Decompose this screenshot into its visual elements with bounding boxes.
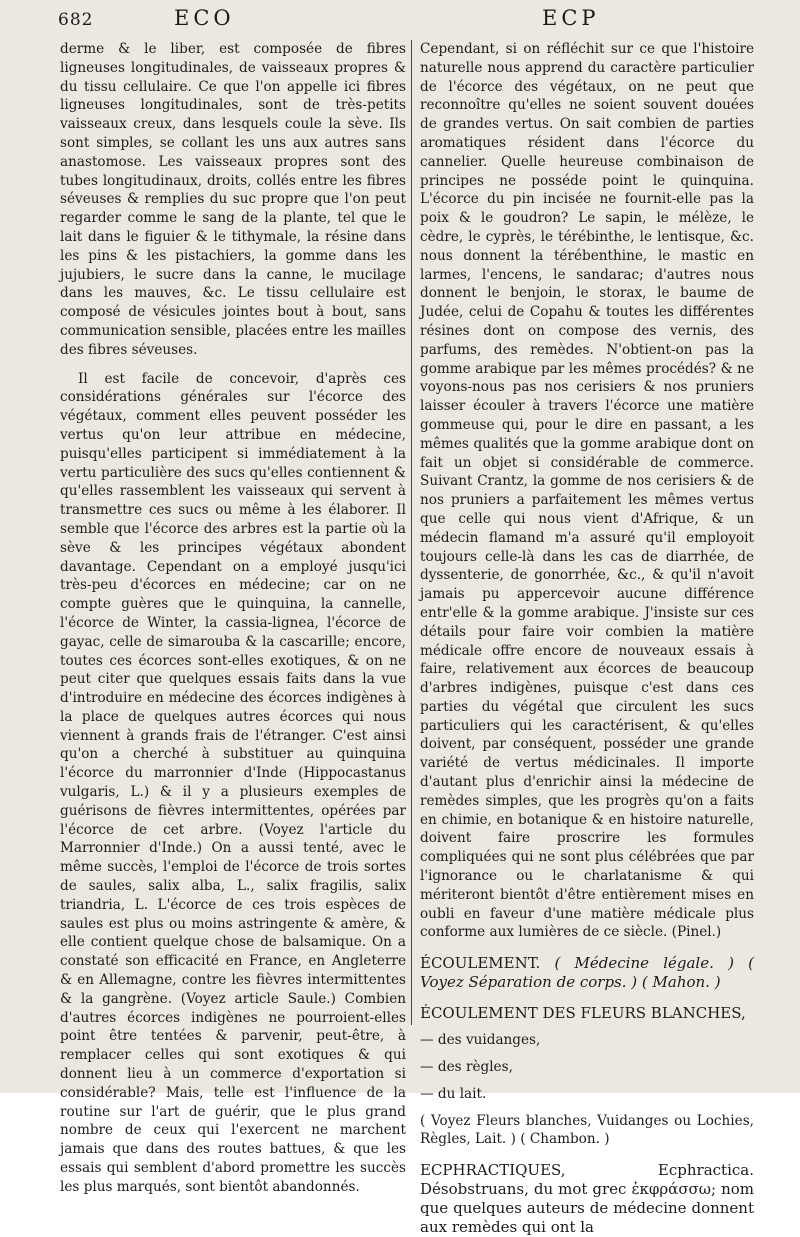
running-head-left: ECO xyxy=(174,6,235,30)
entry-item: — des règles, xyxy=(420,1059,513,1076)
entry-item: — des vuidanges, xyxy=(420,1032,541,1049)
entry-ecoulement-text: ( Médecine légale. ) ( Voyez Séparation de corps. ) ( Mahon. ) xyxy=(420,954,754,992)
right-column xyxy=(420,40,754,1237)
entry-ecphractiques xyxy=(420,1161,754,1237)
right-paragraph-1: Cependant, si on réfléchit sur ce que l'histoire naturelle nous apprend du caractère particulier de l'écorce des végétaux, on ne peut que reconnoître qu'elles ne soient souvent douées de grandes vertus. On sait combien de parties aromatiques résident dans l'écorce du cannelier. Quelle heureuse combinaison de principes ne posséde point le quinquina. L'écorce du pin incisée ne fournit-elle pas la poix & le goudron? Le sapin, le mélèze, le cèdre, le cyprès, le térébinthe, le lentisque, &c. nous donnent la térébenthine, le mastic en larmes, l'encens, le sandarac; d'autres nous donnent le benjoin, le storax, le baume de Judée, celui de Copahu & toutes les différentes résines dont on compose des vernis, des parfums, des remèdes. N'obtient-on pas la gomme arabique par les mêmes procédés? & ne voyons-nous pas nos cerisiers & nos pruniers laisser écouler à travers l'écorce une matière gommeuse qui, pour le dire en passant, a les mêmes qualités que la gomme arabique dont on fait un objet si considérable de commerce. Suivant Crantz, la gomme de nos cerisiers & de nos pruniers a parfaitement les mêmes vertus que celle qui nous vient d'Afrique, & un médecin flamand m'a assuré qu'il employoit toujours celle-là dans les cas de diarrhée, de dyssenterie, de gonorrhée, &c., & qu'il n'avoit jamais pu appercevoir aucune différence entr'elle & la gomme arabique. J'insiste sur ces détails pour faire voir combien la matière médicale offre encore de nouveaux essais à faire, relativement aux écorces de beaucoup d'arbres indigènes, puisque c'est dans ces parties du végétal que circulent les sucs particuliers qui les caractérisent, & qu'elles doivent, par conséquent, posséder une grande variété de vertus médicinales. Il importe d'autant plus d'enrichir ainsi la médecine de remèdes simples, que les progrès qu'on a faits en chimie, en botanique & en histoire naturelle, doivent faire proscrire les formules compliquées qui ne sont plus célébrées que par l'ignorance ou le charlatanisme & qui mériteront bientôt d'être entièrement mises en oubli en faveur d'une matière médicale plus conforme aux lumières de ce siècle. (Pinel.) xyxy=(420,41,754,941)
entry-ecphractiques-text: Ecphractica. Désobstruans, du mot grec ἐκφράσσω; nom que quelques auteurs de médecine donnent aux remèdes qui ont la xyxy=(420,1161,754,1237)
left-column xyxy=(60,40,406,1197)
column-divider xyxy=(411,40,412,1025)
entry-fleurs-blanches-ref: ( Voyez Fleurs blanches, Vuidanges ou Lochies, Règles, Lait. ) ( Chambon. ) xyxy=(420,1112,754,1148)
entry-fleurs-blanches-title: ÉCOULEMENT DES FLEURS BLANCHES, xyxy=(420,1004,746,1023)
entry-ecphractiques-title: ECPHRACTIQUES, xyxy=(420,1161,566,1180)
left-paragraph-2: Il est facile de concevoir, d'après ces considérations générales sur l'écorce des végétaux, comment elles peuvent posséder les vertus qu'on leur attribue en médecine, puisqu'elles participent si immédiatement à la vertu particulière des sucs qu'elles contiennent & qu'elles rassemblent les vaisseaux qui servent à transmettre ces sucs ou même à les élaborer. Il semble que l'écorce des arbres est la partie où la sève & les principes végétaux abondent davantage. Cependant on a employé jusqu'ici très-peu d'écorces en médecine; car on ne compte guères que le quinquina, la cannelle, l'écorce de Winter, la cassia-lignea, l'écorce de gayac, celle de simarouba & la cascarille; encore, toutes ces écorces sont-elles exotiques, & on ne peut citer que quelques essais faits dans la vue d'introduire en médecine des écorces indigènes à la place de quelques autres écorces qui nous viennent à grands frais de l'étranger. C'est ainsi qu'on a cherché à substituer au quinquina l'écorce du marronnier d'Inde (Hippocastanus vulgaris, L.) & il y a plusieurs exemples de guérisons de fièvres intermittentes, opérées par l'écorce de cet arbre. (Voyez l'article du Marronnier d'Inde.) On a aussi tenté, avec le même succès, l'emploi de l'écorce de trois sortes de saules, salix alba, L., salix fragilis, salix triandria, L. L'écorce de ces trois espèces de saules est plus ou moins astringente & amère, & elle contient quelque chose de balsamique. On a constaté son efficacité en France, en Angleterre & en Allemagne, contre les fièvres intermittentes & la gangrène. (Voyez article Saule.) Combien d'autres écorces indigènes ne pourroient-elles point être tentées & parvenir, peut-être, à remplacer celles qui sont exotiques & qui donnent lieu à un commerce d'exportation si considérable? Mais, telle est l'influence de la routine sur l'art de guérir, que le plus grand nombre de ceux qui l'exercent ne marchent jamais que dans des routes battues, & que les essais qui semblent d'abord promettre les succès les plus marqués, sont bientôt abandonnés. xyxy=(60,370,406,1195)
entry-ecoulement xyxy=(420,954,754,992)
page-number: 682 xyxy=(58,10,94,30)
entry-ecoulement-title: ÉCOULEMENT. xyxy=(420,954,541,973)
running-head-right: ECP xyxy=(542,6,600,30)
left-paragraph-1: derme & le liber, est composée de fibres ligneuses longitudinales, de vaisseaux propres & du tissu cellulaire. Ce que l'on appelle ici fibres ligneuses longitudinales, sont de très-petits vaisseaux creux, dans lesquels coule la sève. Ils sont simples, se collant les uns aux autres sans anastomose. Les vaisseaux propres sont des tubes longitudinaux, droits, collés entre les fibres séveuses & remplies du suc propre que l'on peut regarder comme le sang de la plante, tel que le lait dans le figuier & le tithymale, la résine dans les pins & les pistachiers, la gomme dans les jujubiers, le sucre dans la canne, le mucilage dans les mauves, &c. Le tissu cellulaire est composé de vésicules jointes bout à bout, sans communication sensible, placées entre les mailles des fibres séveuses. xyxy=(60,41,406,358)
entry-item: — du lait. xyxy=(420,1085,487,1102)
